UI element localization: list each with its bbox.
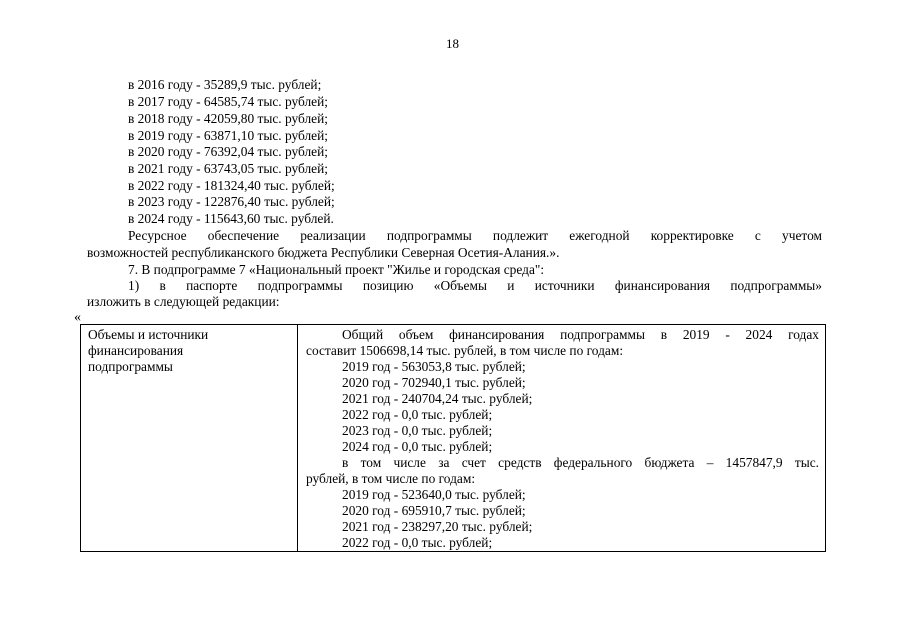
paragraph-resource-line2: возможностей республиканского бюджета Республики Северная Осетия-Алания.». <box>87 245 560 260</box>
federal-funding-line1: в том числе за счет средств федерального бюджета – 1457847,9 тыс. <box>342 455 819 470</box>
year-line-2017: в 2017 году - 64585,74 тыс. рублей; <box>128 94 329 109</box>
total-funding-line2: составит 1506698,14 тыс. рублей, в том числе по годам: <box>306 343 624 358</box>
left-cell-line: Объемы и источники <box>88 327 209 342</box>
paragraph-item1-line1: 1) в паспорте подпрограммы позицию «Объемы и источники финансирования подпрограммы» <box>128 278 822 293</box>
year-line-2023: в 2023 году - 122876,40 тыс. рублей; <box>128 194 335 209</box>
federal-year-2019: 2019 год - 523640,0 тыс. рублей; <box>342 487 526 502</box>
federal-year-2021: 2021 год - 238297,20 тыс. рублей; <box>342 519 533 534</box>
total-year-2020: 2020 год - 702940,1 тыс. рублей; <box>342 375 526 390</box>
table-column-divider <box>297 325 298 551</box>
year-line-2022: в 2022 году - 181324,40 тыс. рублей; <box>128 178 335 193</box>
left-cell-line: финансирования <box>88 343 184 358</box>
table-left-cell <box>88 327 288 375</box>
paragraph-item7: 7. В подпрограмме 7 «Национальный проект "Жилье и городская среда": <box>128 262 545 277</box>
total-year-2021: 2021 год - 240704,24 тыс. рублей; <box>342 391 533 406</box>
funding-table <box>80 324 826 552</box>
year-line-2020: в 2020 году - 76392,04 тыс. рублей; <box>128 144 329 159</box>
paragraph-item1-line2: изложить в следующей редакции: <box>87 294 280 309</box>
year-line-2019: в 2019 году - 63871,10 тыс. рублей; <box>128 128 329 143</box>
paragraph-resource-line1: Ресурсное обеспечение реализации подпрограммы подлежит ежегодной корректировке с учетом <box>128 228 822 243</box>
year-line-2021: в 2021 году - 63743,05 тыс. рублей; <box>128 161 329 176</box>
federal-year-2022: 2022 год - 0,0 тыс. рублей; <box>342 535 493 550</box>
year-line-2024: в 2024 году - 115643,60 тыс. рублей. <box>128 211 334 226</box>
federal-funding-line2: рублей, в том числе по годам: <box>306 471 476 486</box>
total-funding-line1: Общий объем финансирования подпрограммы в 2019 - 2024 годах <box>342 327 819 342</box>
left-cell-line: подпрограммы <box>88 359 173 374</box>
total-year-2022: 2022 год - 0,0 тыс. рублей; <box>342 407 493 422</box>
total-year-2023: 2023 год - 0,0 тыс. рублей; <box>342 423 493 438</box>
total-year-2019: 2019 год - 563053,8 тыс. рублей; <box>342 359 526 374</box>
page-number: 18 <box>446 36 459 51</box>
federal-year-2020: 2020 год - 695910,7 тыс. рублей; <box>342 503 526 518</box>
opening-quote: « <box>74 310 81 325</box>
total-year-2024: 2024 год - 0,0 тыс. рублей; <box>342 439 493 454</box>
table-right-cell <box>306 327 819 551</box>
year-line-2016: в 2016 году - 35289,9 тыс. рублей; <box>128 77 322 92</box>
year-line-2018: в 2018 году - 42059,80 тыс. рублей; <box>128 111 329 126</box>
